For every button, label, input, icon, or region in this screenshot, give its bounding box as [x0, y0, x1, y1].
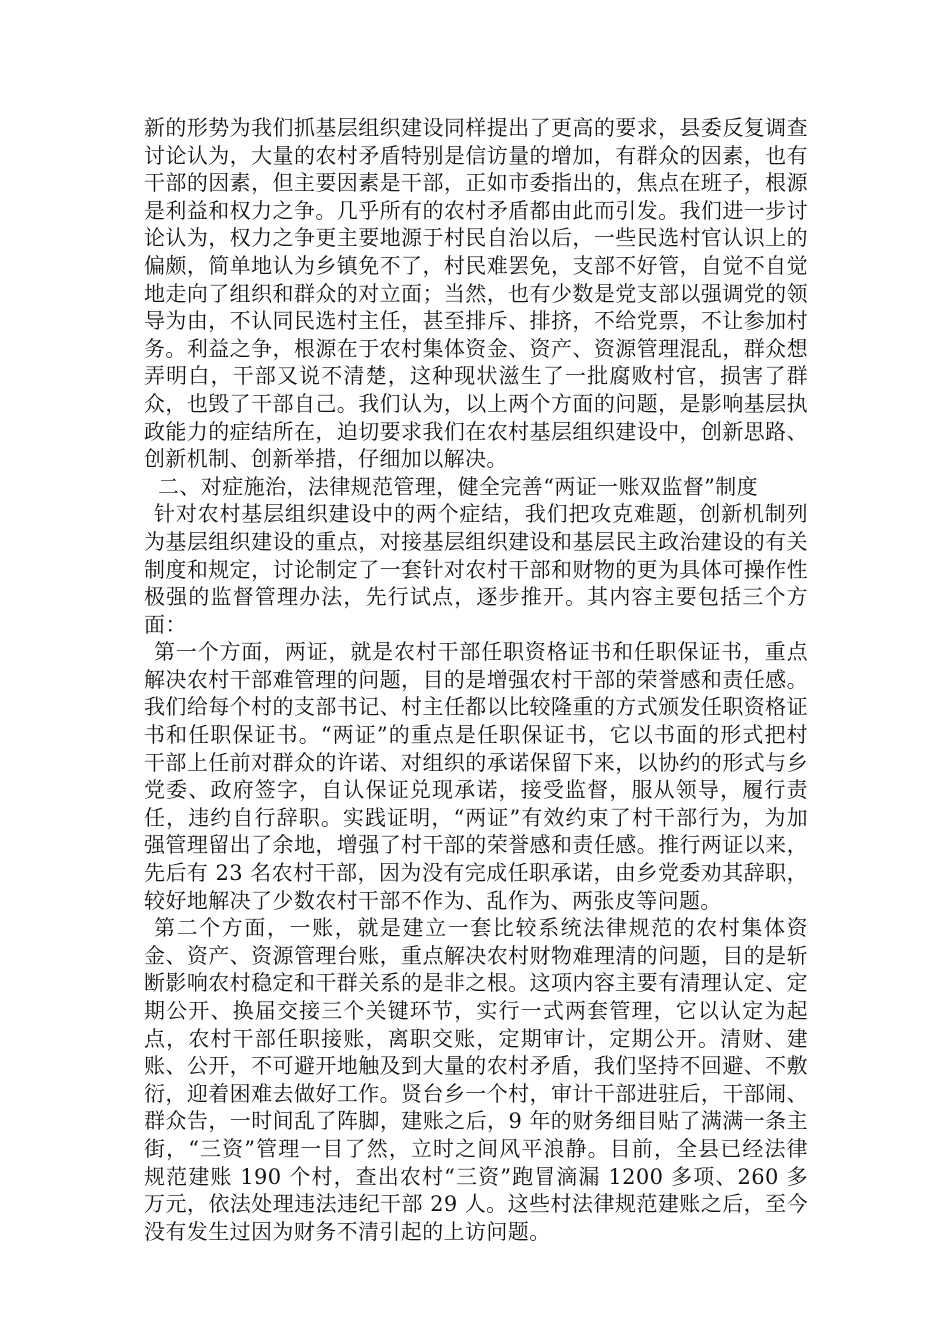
- paragraph-two-certificates: 第一个方面，两证，就是农村干部任职资格证书和任职保证书，重点解决农村干部难管理的问题，目的是增强农村干部的荣誉感和责任感。我们给每个村的支部书记、村主任都以比较隆重的方式颁发任职资格证书和任职保证书。“两证”的重点是任职保证书，它以书面的形式把村干部上任前对群众的许诺、对组织的承诺保留下来，以协约的形式与乡党委、政府签字，自认保证兑现承诺，接受监督，服从领导，履行责任，违约自行辞职。实践证明，“两证”有效约束了村干部行为，为加强管理留出了余地，增强了村干部的荣誉感和责任感。推行两证以来，先后有 23 名农村干部，因为没有完成任职承诺，由乡党委劝其辞职，较好地解决了少数农村干部不作为、乱作为、两张皮等问题。: [144, 640, 808, 913]
- document-page: [144, 115, 808, 1246]
- paragraph-problem-analysis: 新的形势为我们抓基层组织建设同样提出了更高的要求，县委反复调查讨论认为，大量的农村矛盾特别是信访量的增加，有群众的因素，也有干部的因素，但主要因素是干部，正如市委指出的，焦点在班子，根源是利益和权力之争。几乎所有的农村矛盾都由此而引发。我们进一步讨论认为，权力之争更主要地源于村民自治以后，一些民选村官认识上的偏颇，简单地认为乡镇免不了，村民难罢免，支部不好管，自觉不自觉地走向了组织和群众的对立面；当然，也有少数是党支部以强调党的领导为由，不认同民选村主任，甚至排斥、排挤，不给党票，不让参加村务。利益之争，根源在于农村集体资金、资产、资源管理混乱，群众想弄明白，干部又说不清楚，这种现状滋生了一批腐败村官，损害了群众，也毁了干部自己。我们认为，以上两个方面的问题，是影响基层执政能力的症结所在，迫切要求我们在农村基层组织建设中，创新思路、创新机制、创新举措，仔细加以解决。: [144, 116, 808, 472]
- paragraph-one-ledger: 第二个方面，一账，就是建立一套比较系统法律规范的农村集体资金、资产、资源管理台账，重点解决农村财物难理清的问题，目的是斩断影响农村稳定和干群关系的是非之根。这项内容主要有清理认定、定期公开、换届交接三个关键环节，实行一式两套管理，它以认定为起点，农村干部任职接账，离职交账，定期审计，定期公开。清财、建账、公开，不可避开地触及到大量的农村矛盾，我们坚持不回避、不敷衍，迎着困难去做好工作。贤台乡一个村，审计干部进驻后，干部闹、群众告，一时间乱了阵脚，建账之后，9 年的财务细目贴了满满一条主街，“三资”管理一目了然，立时之间风平浪静。目前，全县已经法律规范建账 190 个村，查出农村“三资”跑冒滴漏 1200 多项、260 多万元，依法处理违法违纪干部 29 人。这些村法律规范建账之后，至今没有发生过因为财务不清引起的上访问题。: [144, 916, 808, 1244]
- section-heading-two: 二、对症施治，法律规范管理，健全完善“两证一账双监督”制度: [158, 474, 759, 499]
- paragraph-measures-intro: 针对农村基层组织建设中的两个症结，我们把攻克难题，创新机制列为基层组织建设的重点，对接基层组织建设和基层民主政治建设的有关制度和规定，讨论制定了一套针对农村干部和财物的更为具体可操作性极强的监督管理办法，先行试点，逐步推开。其内容主要包括三个方面：: [144, 502, 808, 637]
